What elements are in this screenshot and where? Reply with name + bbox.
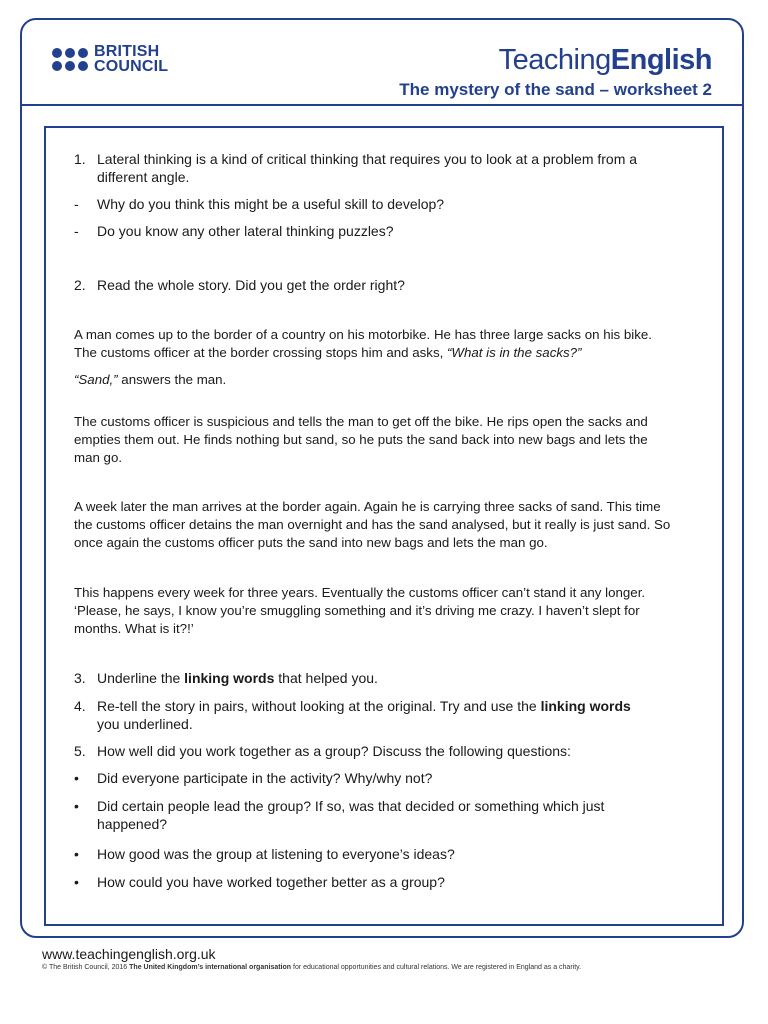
british-council-logo	[52, 44, 168, 74]
story-p3-line1: The customs officer is suspicious and tells the man to get off the bike. He rips open the sacks and	[74, 414, 648, 429]
bullet-icon: •	[74, 846, 79, 862]
q4-line1: Re-tell the story in pairs, without looking at the original. Try and use the linking words	[97, 698, 631, 714]
q1-dash: -	[74, 196, 79, 212]
logo-text: BRITISH COUNCIL	[94, 43, 169, 75]
header-divider	[20, 104, 744, 106]
q1-line2: different angle.	[97, 169, 190, 185]
footer-copyright: © The British Council, 2016 The United Kingdom’s international organisation for educational opportunities and cultural relations. We are registered in England as a charity.	[42, 964, 582, 971]
q5-bullet2-line1: Did certain people lead the group? If so, was that decided or something which just	[97, 798, 605, 814]
q4-number: 4.	[74, 698, 86, 714]
q5-bullet3: How good was the group at listening to everyone’s ideas?	[97, 846, 455, 862]
bullet-icon: •	[74, 798, 79, 814]
q1-sub1: Why do you think this might be a useful skill to develop?	[97, 196, 445, 212]
story-p3-line3: man go.	[74, 450, 123, 465]
q4-line2: you underlined.	[97, 716, 193, 732]
q2-number: 2.	[74, 277, 86, 293]
q5-bullet4: How could you have worked together better as a group?	[97, 874, 445, 890]
story-p4-line2: the customs officer detains the man overnight and has the sand analysed, but it really is just sand. So	[74, 517, 671, 532]
bullet-icon: •	[74, 874, 79, 890]
q5-text: How well did you work together as a group? Discuss the following questions:	[97, 743, 571, 759]
q5-bullet2-line2: happened?	[97, 816, 168, 832]
worksheet-title: The mystery of the sand – worksheet 2	[399, 80, 712, 99]
q3-text: Underline the linking words that helped you.	[97, 670, 378, 686]
q5-bullet1: Did everyone participate in the activity? Why/why not?	[97, 770, 433, 786]
q1-line1: Lateral thinking is a kind of critical thinking that requires you to look at a problem from a	[97, 151, 638, 167]
story-p5-line3: months. What is it?!’	[74, 621, 194, 636]
logo-dots-icon	[52, 48, 88, 71]
q3-number: 3.	[74, 670, 86, 686]
story-p4-line1: A week later the man arrives at the border again. Again he is carrying three sacks of sand. This time	[74, 499, 661, 514]
q1-sub2: Do you know any other lateral thinking puzzles?	[97, 223, 394, 239]
story-p1-line2: The customs officer at the border crossing stops him and asks, “What is in the sacks?”	[74, 345, 582, 360]
story-p2: “Sand,” answers the man.	[74, 372, 227, 387]
footer-url-link[interactable]: www.teachingenglish.org.uk	[42, 946, 216, 962]
story-p4-line3: once again the customs officer puts the sand into new bags and lets the man go.	[74, 535, 548, 550]
q5-number: 5.	[74, 743, 86, 759]
q1-dash-2: -	[74, 223, 79, 239]
q2-text: Read the whole story. Did you get the order right?	[97, 277, 405, 293]
story-p5-line2: ‘Please, he says, I know you’re smuggling something and it’s driving me crazy. I haven’t slept for	[74, 603, 640, 618]
teachingenglish-brand: TeachingEnglish	[498, 44, 712, 76]
story-p5-line1: This happens every week for three years. Eventually the customs officer can’t stand it any longer.	[74, 585, 646, 600]
story-p1-line1: A man comes up to the border of a country on his motorbike. He has three large sacks on his bike.	[74, 327, 652, 342]
story-p3-line2: empties them out. He finds nothing but sand, so he puts the sand back into new bags and lets the	[74, 432, 648, 447]
bullet-icon: •	[74, 770, 79, 786]
q1-number: 1.	[74, 151, 86, 167]
